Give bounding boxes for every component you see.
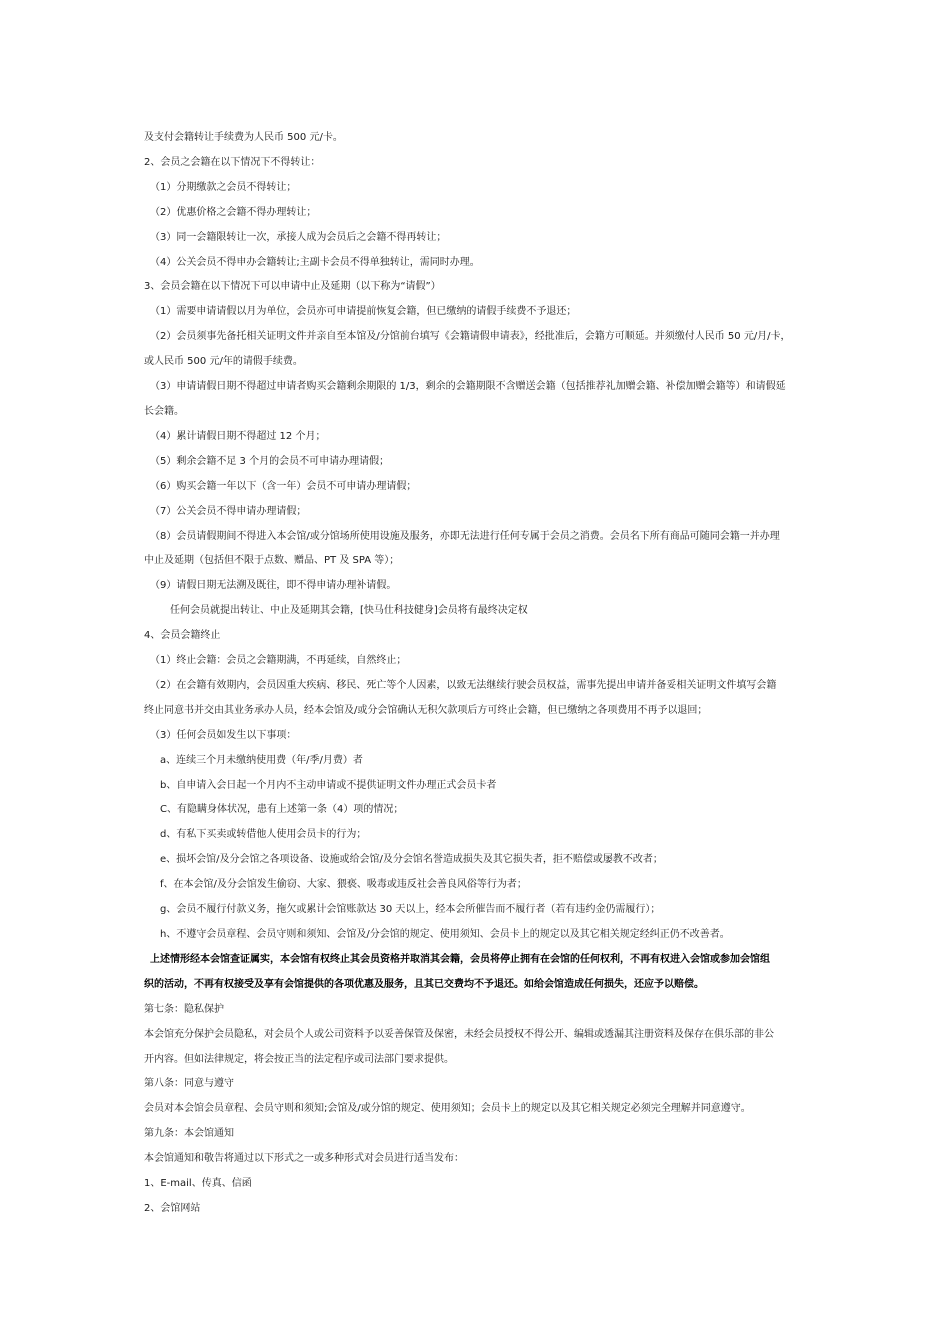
paragraph-line: （4）公关会员不得申办会籍转让;主副卡会员不得单独转让，需同时办理。 (150, 256, 480, 268)
paragraph-line: （2）优惠价格之会籍不得办理转让； (150, 206, 317, 218)
paragraph-line: 中止及延期（包括但不限于点数、赠品、PT 及 SPA 等）； (144, 555, 400, 567)
paragraph-line: 4、会员会籍终止 (144, 630, 221, 642)
paragraph-line: 或人民币 500 元/年的请假手续费。 (144, 356, 303, 368)
paragraph-line: （6）购买会籍一年以下（含一年）会员不可申请办理请假； (150, 480, 417, 492)
paragraph-line: e、损坏会馆/及分会馆之各项设备、设施或给会馆/及分会馆名誉造成损失及其它损失者，拒不赔偿或屡教不改者； (160, 854, 663, 866)
paragraph-line: 第九条：本会馆通知 (144, 1128, 234, 1140)
bold-paragraph-line: 上述情形经本会馆查证属实，本会馆有权终止其会员资格并取消其会籍，会员将停止拥有在会馆的任何权利，不再有权进入会馆或参加会馆组 (150, 953, 770, 965)
paragraph-line: 开内容。但如法律规定，将会按正当的法定程序或司法部门要求提供。 (144, 1053, 454, 1065)
paragraph-line: （4）累计请假日期不得超过 12 个月； (150, 430, 326, 442)
paragraph-line: 2、会馆网站 (144, 1202, 201, 1214)
paragraph-line: 任何会员就提出转让、中止及延期其会籍，[快马仕科技健身]会员将有最终决定权 (170, 605, 528, 617)
paragraph-line: g、会员不履行付款义务，拖欠或累计会馆账款达 30 天以上，经本会所催告而不履行者（若有违约金仍需履行）； (160, 904, 661, 916)
paragraph-line: （8）会员请假期间不得进入本会馆/或分馆场所使用设施及服务，亦即无法进行任何专属于会员之消费。会员名下所有商品可随同会籍一并办理 (150, 530, 780, 542)
paragraph-line: 及支付会籍转让手续费为人民币 500 元/卡。 (144, 132, 343, 143)
paragraph-line: d、有私下买卖或转借他人使用会员卡的行为； (160, 829, 367, 841)
paragraph-line: 长会籍。 (144, 405, 184, 417)
paragraph-line: 3、会员会籍在以下情况下可以申请中止及延期（以下称为“请假”） (144, 281, 441, 293)
paragraph-line: 会员对本会馆会员章程、会员守则和须知;会馆及/或分馆的规定、使用须知；会员卡上的规定以及其它相关规定必须完全理解并同意遵守。 (144, 1103, 751, 1115)
paragraph-line: （3）同一会籍限转让一次，承接人成为会员后之会籍不得再转让； (150, 231, 447, 243)
paragraph-line: （2）会员须事先备托相关证明文件并亲自至本馆及/分馆前台填写《会籍请假申请表》，经批准后，会籍方可顺延。并须缴付人民币 50 元/月/卡， (150, 331, 791, 343)
document-body (144, 126, 819, 1222)
paragraph-line: 本会馆充分保护会员隐私，对会员个人或公司资料予以妥善保管及保密，未经会员授权不得公开、编辑或透漏其注册资料及保存在俱乐部的非公 (144, 1028, 774, 1040)
paragraph-line: 第八条：同意与遵守 (144, 1078, 234, 1090)
paragraph-line: 2、会员之会籍在以下情况下不得转让： (144, 156, 321, 168)
paragraph-line: h、不遵守会员章程、会员守则和须知、会馆及/分会馆的规定、使用须知、会员卡上的规定以及其它相关规定经纠正仍不改善者。 (160, 929, 730, 940)
paragraph-line: （1）分期缴款之会员不得转让； (150, 181, 297, 193)
paragraph-line: 终止同意书并交由其业务承办人员，经本会馆及/或分会馆确认无积欠款项后方可终止会籍，但已缴纳之各项费用不再予以退回； (144, 704, 708, 716)
paragraph-line: （2）在会籍有效期内，会员因重大疾病、移民、死亡等个人因素，以致无法继续行驶会员权益，需事先提出申请并备妥相关证明文件填写会籍 (150, 679, 777, 691)
paragraph-line: 1、E-mail、传真、信函 (144, 1178, 252, 1190)
paragraph-line: （9）请假日期无法溯及既往，即不得申请办理补请假。 (150, 580, 397, 592)
paragraph-line: （3）申请请假日期不得超过申请者购买会籍剩余期限的 1/3，剩余的会籍期限不含赠送会籍（包括推荐礼加赠会籍、补偿加赠会籍等）和请假延 (150, 381, 786, 393)
paragraph-line: 第七条：隐私保护 (144, 1003, 224, 1015)
paragraph-line: 本会馆通知和敬告将通过以下形式之一或多种形式对会员进行适当发布： (144, 1153, 464, 1165)
paragraph-line: f、在本会馆/及分会馆发生偷窃、大家、猥亵、吸毒或违反社会善良风俗等行为者； (160, 879, 527, 891)
paragraph-line: （1）终止会籍：会员之会籍期满，不再延续，自然终止； (150, 655, 407, 667)
paragraph-line: （5）剩余会籍不足 3 个月的会员不可申请办理请假； (150, 455, 390, 467)
paragraph-line: b、自申请入会日起一个月内不主动申请或不提供证明文件办理正式会员卡者 (160, 779, 497, 791)
paragraph-line: （1）需要申请请假以月为单位，会员亦可申请提前恢复会籍，但已缴纳的请假手续费不予退还； (150, 306, 577, 318)
paragraph-line: （3）任何会员如发生以下事项： (150, 729, 297, 741)
bold-paragraph-line: 织的活动，不再有权接受及享有会馆提供的各项优惠及服务，且其已交费均不予退还。如给会馆造成任何损失，还应予以赔偿。 (144, 978, 704, 990)
paragraph-line: （7）公关会员不得申请办理请假； (150, 505, 307, 517)
paragraph-line: a、连续三个月未缴纳使用费（年/季/月费）者 (160, 754, 363, 766)
paragraph-line: C、有隐瞒身体状况，患有上述第一条（4）项的情况； (160, 804, 404, 816)
